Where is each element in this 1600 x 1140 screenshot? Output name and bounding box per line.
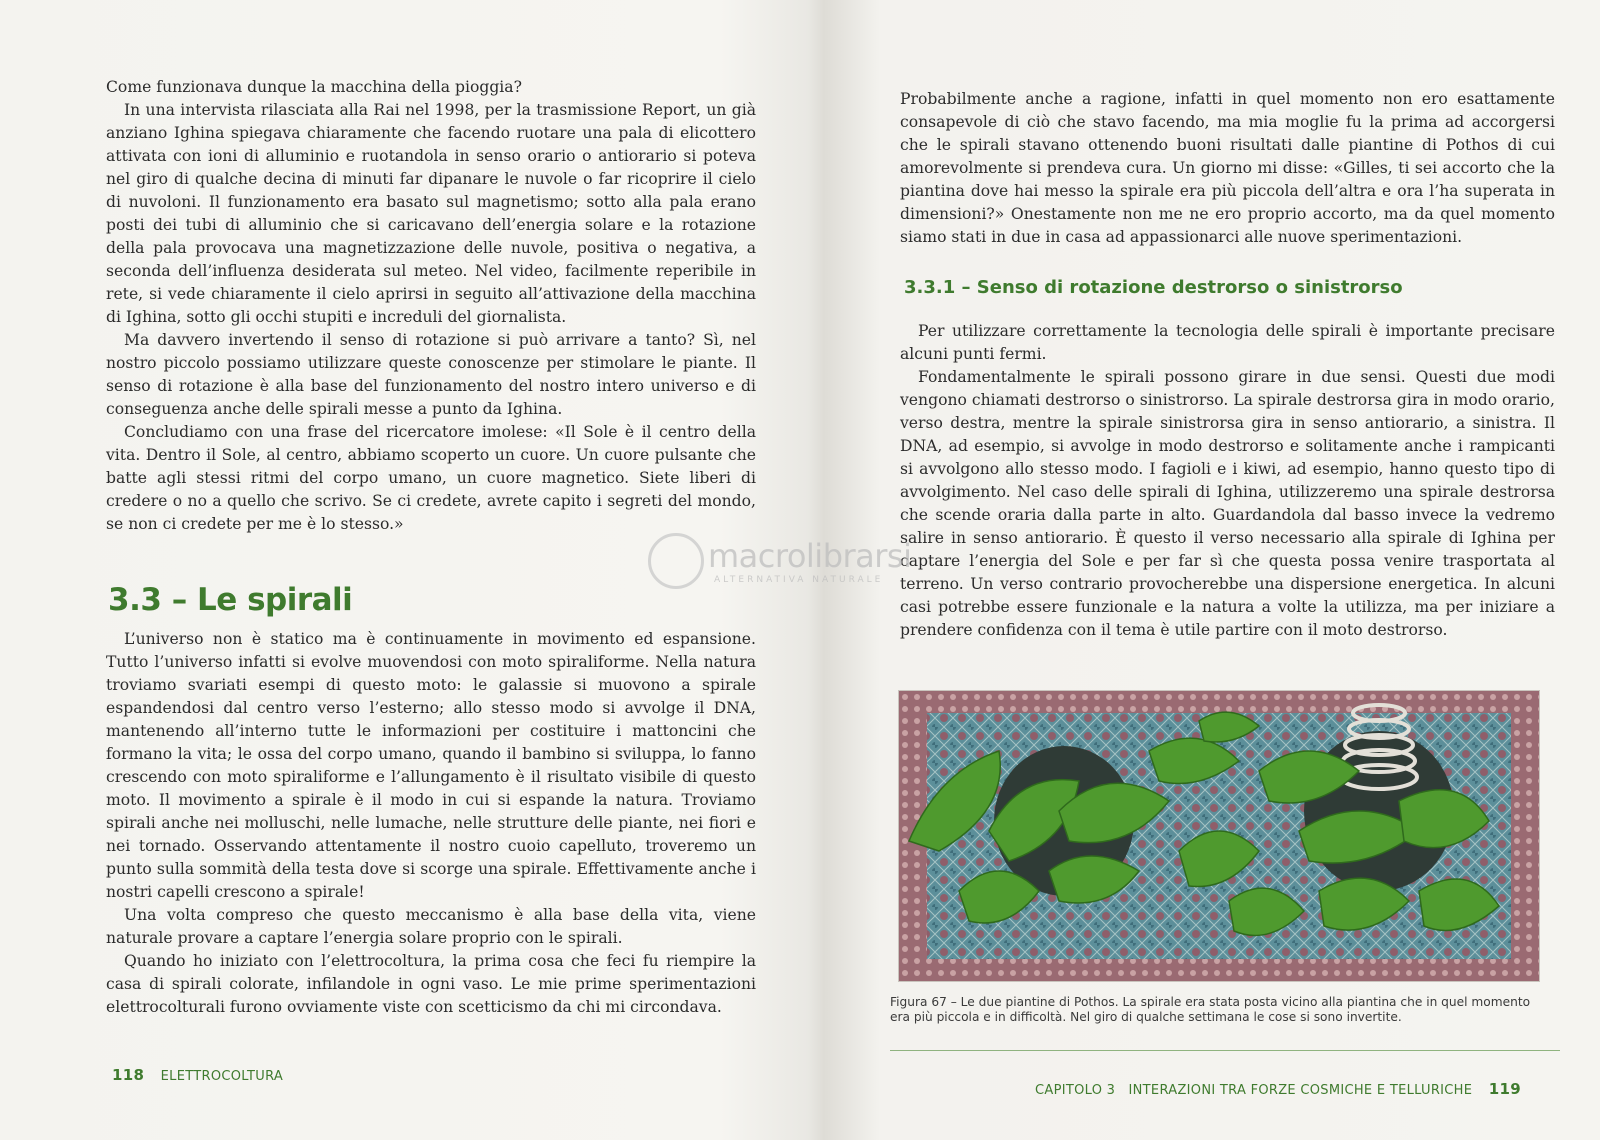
subsection-heading: 3.3.1 – Senso di rotazione destrorso o sinistrorso	[904, 277, 1403, 298]
paragraph: Probabilmente anche a ragione, infatti in quel momento non ero esattamente consapevole di ciò che stavo facendo, ma mia moglie fu la prima ad accorgersi che le spirali stavano ottenendo buoni risultati dalle piantine di Pothos di cui amorevolmente si prendeva cura. Un giorno mi disse: «Gilles, ti sei accorto che la piantina dove hai messo la spirale era più piccola dell’altra e ora l’ha superata in dimensioni?» Onestamente non me ne ero proprio accorto, ma da quel momento siamo stati in due in casa ad appassionarci alle nuove sperimentazioni.	[900, 90, 1555, 246]
paragraph: Ma davvero invertendo il senso di rotazione si può arrivare a tanto? Sì, nel nostro piccolo possiamo utilizzare queste conoscenze per stimolare le piante. Il senso di rotazione è alla base del funzionamento del nostro intero universo e di conseguenza anche delle spirali messe a punto da Ighina.	[106, 331, 756, 418]
paragraph: Fondamentalmente le spirali possono girare in due sensi. Questi due modi vengono chiamati destrorso o sinistrorso. La spirale destrorsa gira in modo orario, verso destra, mentre la spirale sinistrorsa gira in senso antiorario, a sinistra. Il DNA, ad esempio, si avvolge in modo destrorso e solitamente anche i rampicanti si avvolgono allo stesso modo. I fagioli e i kiwi, ad esempio, hanno questo tipo di avvolgimento. Nel caso delle spirali di Ighina, utilizzeremo una spirale destrorsa che scende oraria dalla parte in alto. Guardandola dal basso invece la vedremo salire in senso antiorario. È questo il verso necessario alla spirale di Ighina per captare l’energia del Sole e per far sì che questa possa venire trasportata al terreno. Un verso contrario provocherebbe una dispersione energetica. In alcuni casi potrebbe essere funzionale e la natura a volte la utilizza, ma per iniziare a prendere confidenza con il tema è utile partire con il moto destrorso.	[900, 368, 1555, 639]
paragraph: Una volta compreso che questo meccanismo è alla base della vita, viene naturale provare a captare l’energia solare proprio con le spirali.	[106, 906, 756, 947]
watermark-brand: macrolibrarsi	[708, 537, 912, 575]
running-title: ELETTROCOLTURA	[160, 1069, 284, 1084]
paragraph: Per utilizzare correttamente la tecnologia delle spirali è importante precisare alcuni punti fermi.	[900, 322, 1555, 363]
paragraph: L’universo non è statico ma è continuamente in movimento ed espansione. Tutto l’universo infatti si evolve muovendosi con moto spiraliforme. Nella natura troviamo svariati esempi di questo moto: le galassie si muovono a spirale espandendosi dal centro verso l’esterno; allo stesso modo si avvolge il DNA, mantenendo all’interno tutte le informazioni per costituire i mattoncini che formano la vita; le ossa del corpo umano, quando il bambino si sviluppa, lo fanno crescendo con moto spiraliforme e l’allungamento è il risultato visibile di questo moto. Il movimento a spirale è il modo in cui si espande la natura. Troviamo spirali anche nei molluschi, nelle lumache, nelle strutture delle piante, nei fiori e nei tornado. Osservando attentamente il nostro cuoio capelluto, troveremo un punto sulla sommità della testa dove si scorge una spirale. Effettivamente anche i nostri capelli crescono a spirale!	[106, 630, 756, 901]
paragraph: In una intervista rilasciata alla Rai nel 1998, per la trasmissione Report, un già anziano Ighina spiegava chiaramente che facendo ruotare una pala di elicottero attivata con ioni di alluminio e ruotandola in senso orario o antiorario si poteva nel giro di qualche decina di minuti far dipanare le nuvole o far ricoprire il cielo di nuvoloni. Il funzionamento era basato sul magnetismo; sotto alla pala erano posti dei tubi di alluminio che si caricavano dell’energia solare e la rotazione della pala provocava una magnetizzazione delle nuvole, positiva o negativa, a seconda dell’influenza desiderata sul meteo. Nel video, facilmente reperibile in rete, si vede chiaramente il cielo aprirsi in seguito all’attivazione della macchina di Ighina, sotto gli occhi stupiti e increduli del giornalista.	[106, 101, 756, 326]
paragraph: Come funzionava dunque la macchina della pioggia?	[106, 78, 522, 96]
paragraph: Quando ho iniziato con l’elettrocoltura, la prima cosa che feci fu riempire la casa di spirali colorate, infilandole in ogni vaso. Le mie prime sperimentazioni elettrocolturali furono ovviamente viste con scetticismo da chi mi circondava.	[106, 952, 756, 1016]
leaf-logo-icon	[648, 533, 704, 589]
figure-caption: Figura 67 – Le due piantine di Pothos. La spirale era stata posta vicino alla piantina che in quel momento era più piccola e in difficoltà. Nel giro di qualche settimana le cose si sono invertite.	[890, 995, 1531, 1024]
section-heading: 3.3 – Le spirali	[108, 582, 353, 618]
paragraph: Concludiamo con una frase del ricercatore imolese: «Il Sole è il centro della vita. Dentro il Sole, al centro, abbiamo scoperto un cuore. Un cuore pulsante che batte agli stessi ritmi del corpo umano, un cuore magnetico. Siete liberi di credere o no a quello che scrivo. Se ci credete, avrete capito i segreti del mondo, se non ci credete per me è lo stesso.»	[106, 423, 756, 533]
figure-pothos-photo	[898, 690, 1540, 982]
caption-divider	[890, 1050, 1560, 1051]
right-page	[830, 0, 1600, 1140]
left-page-footer	[112, 1066, 283, 1084]
page-number: 118	[112, 1066, 145, 1084]
running-title: CAPITOLO 3 INTERAZIONI TRA FORZE COSMICHE E TELLURICHE	[1035, 1083, 1473, 1098]
watermark-tagline: ALTERNATIVA NATURALE	[714, 575, 884, 585]
pothos-plants-illustration	[899, 691, 1539, 981]
left-page-body-top	[106, 76, 756, 536]
page-number: 119	[1488, 1080, 1521, 1098]
right-page-body-top	[900, 88, 1555, 249]
right-page-body-bottom	[900, 320, 1555, 642]
left-page-body-bottom	[106, 628, 756, 1019]
right-page-footer	[1035, 1080, 1521, 1098]
